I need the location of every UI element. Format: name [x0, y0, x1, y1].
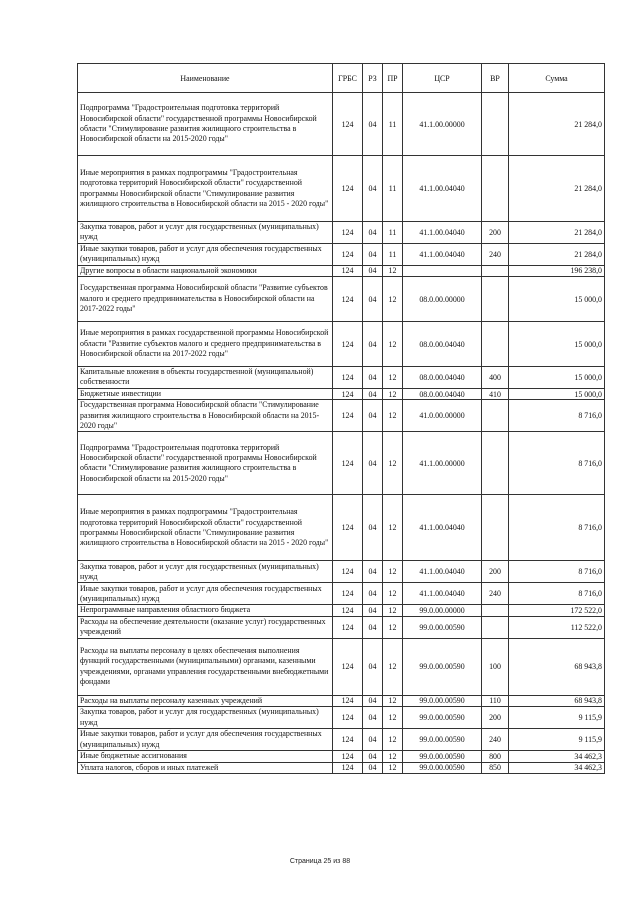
table-row [78, 762, 605, 773]
row-csr: 41.1.00.04040 [403, 222, 482, 244]
row-vr: 240 [482, 729, 509, 751]
row-pr: 11 [383, 93, 403, 156]
row-sum: 15 000,0 [509, 277, 605, 322]
header-pr: ПР [383, 64, 403, 93]
table-row [78, 616, 605, 638]
row-grbs: 124 [333, 561, 363, 583]
row-grbs: 124 [333, 93, 363, 156]
row-grbs: 124 [333, 265, 363, 276]
row-vr: 200 [482, 222, 509, 244]
row-grbs: 124 [333, 762, 363, 773]
row-rz: 04 [363, 400, 383, 432]
row-grbs: 124 [333, 751, 363, 762]
row-csr: 41.0.00.00000 [403, 400, 482, 432]
table-row [78, 388, 605, 399]
row-sum: 21 284,0 [509, 222, 605, 244]
table-row [78, 495, 605, 561]
row-sum: 68 943,8 [509, 638, 605, 695]
row-rz: 04 [363, 93, 383, 156]
table-row [78, 265, 605, 276]
row-sum: 172 522,0 [509, 605, 605, 616]
row-sum: 68 943,8 [509, 695, 605, 706]
table-row [78, 93, 605, 156]
row-rz: 04 [363, 388, 383, 399]
row-csr: 08.0.00.04040 [403, 367, 482, 389]
row-csr: 41.1.00.04040 [403, 243, 482, 265]
table-row [78, 243, 605, 265]
row-rz: 04 [363, 762, 383, 773]
row-name: Другие вопросы в области национальной экономики [78, 265, 333, 276]
row-pr: 11 [383, 156, 403, 222]
row-rz: 04 [363, 695, 383, 706]
row-vr: 800 [482, 751, 509, 762]
row-pr: 12 [383, 388, 403, 399]
table-row [78, 400, 605, 432]
row-sum: 8 716,0 [509, 561, 605, 583]
row-pr: 12 [383, 762, 403, 773]
row-name: Подпрограмма "Градостроительная подготовка территорий Новосибирской области" государственной программы Новосибирской области "Стимулирование развития жилищного строительства в Новосибирской области на 2015-2020 годы" [78, 93, 333, 156]
row-csr: 08.0.00.04040 [403, 388, 482, 399]
row-rz: 04 [363, 583, 383, 605]
table-row [78, 432, 605, 495]
row-pr: 12 [383, 561, 403, 583]
row-rz: 04 [363, 605, 383, 616]
row-name: Расходы на обеспечение деятельности (оказание услуг) государственных учреждений [78, 616, 333, 638]
row-csr: 41.1.00.04040 [403, 583, 482, 605]
table-body [78, 93, 605, 774]
row-rz: 04 [363, 751, 383, 762]
row-vr: 410 [482, 388, 509, 399]
row-name: Расходы на выплаты персоналу казенных учреждений [78, 695, 333, 706]
row-name: Подпрограмма "Градостроительная подготовка территорий Новосибирской области" государственной программы Новосибирской области "Стимулирование развития жилищного строительства в Новосибирской области на 2015-2020 годы" [78, 432, 333, 495]
row-csr: 41.1.00.04040 [403, 156, 482, 222]
row-csr: 99.0.00.00590 [403, 695, 482, 706]
row-grbs: 124 [333, 222, 363, 244]
row-rz: 04 [363, 222, 383, 244]
row-rz: 04 [363, 322, 383, 367]
header-csr: ЦСР [403, 64, 482, 93]
row-pr: 12 [383, 277, 403, 322]
row-sum: 196 238,0 [509, 265, 605, 276]
row-csr [403, 265, 482, 276]
page-footer: Страница 25 из 88 [289, 858, 351, 865]
row-pr: 12 [383, 729, 403, 751]
row-csr: 99.0.00.00000 [403, 605, 482, 616]
row-vr: 110 [482, 695, 509, 706]
row-grbs: 124 [333, 638, 363, 695]
row-vr: 240 [482, 243, 509, 265]
row-rz: 04 [363, 561, 383, 583]
row-rz: 04 [363, 277, 383, 322]
row-csr: 99.0.00.00590 [403, 638, 482, 695]
table-row [78, 695, 605, 706]
row-csr: 41.1.00.04040 [403, 561, 482, 583]
row-pr: 12 [383, 605, 403, 616]
row-vr: 850 [482, 762, 509, 773]
row-csr: 99.0.00.00590 [403, 707, 482, 729]
row-grbs: 124 [333, 322, 363, 367]
row-name: Иные бюджетные ассигнования [78, 751, 333, 762]
row-pr: 12 [383, 707, 403, 729]
table-row [78, 583, 605, 605]
row-csr: 08.0.00.00000 [403, 277, 482, 322]
row-grbs: 124 [333, 243, 363, 265]
row-vr: 200 [482, 707, 509, 729]
row-name: Бюджетные инвестиции [78, 388, 333, 399]
row-rz: 04 [363, 265, 383, 276]
row-grbs: 124 [333, 707, 363, 729]
row-sum: 21 284,0 [509, 93, 605, 156]
row-vr: 200 [482, 561, 509, 583]
row-vr [482, 277, 509, 322]
row-name: Иные мероприятия в рамках государственной программы Новосибирской области "Развитие субъектов малого и среднего предпринимательства в Новосибирской области на 2017-2022 годы" [78, 322, 333, 367]
row-sum: 9 115,9 [509, 729, 605, 751]
row-vr [482, 400, 509, 432]
row-pr: 12 [383, 616, 403, 638]
row-vr [482, 432, 509, 495]
table-row [78, 367, 605, 389]
row-pr: 12 [383, 265, 403, 276]
row-pr: 11 [383, 243, 403, 265]
row-vr: 400 [482, 367, 509, 389]
table-row [78, 638, 605, 695]
row-name: Расходы на выплаты персоналу в целях обеспечения выполнения функций государственными (муниципальными) органами, казенными учреждениями, органами управления государственными внебюджетными фондами [78, 638, 333, 695]
row-rz: 04 [363, 616, 383, 638]
row-csr: 99.0.00.00590 [403, 616, 482, 638]
table-row [78, 751, 605, 762]
header-sum: Сумма [509, 64, 605, 93]
row-vr [482, 156, 509, 222]
row-pr: 12 [383, 322, 403, 367]
row-pr: 12 [383, 751, 403, 762]
row-pr: 12 [383, 638, 403, 695]
row-grbs: 124 [333, 605, 363, 616]
table-row [78, 605, 605, 616]
table-row [78, 707, 605, 729]
row-grbs: 124 [333, 432, 363, 495]
row-pr: 12 [383, 495, 403, 561]
row-name: Закупка товаров, работ и услуг для государственных (муниципальных) нужд [78, 561, 333, 583]
row-csr: 41.1.00.04040 [403, 495, 482, 561]
row-vr [482, 616, 509, 638]
row-csr: 99.0.00.00590 [403, 751, 482, 762]
row-grbs: 124 [333, 616, 363, 638]
table-row [78, 729, 605, 751]
row-rz: 04 [363, 243, 383, 265]
row-sum: 8 716,0 [509, 583, 605, 605]
row-pr: 12 [383, 400, 403, 432]
row-vr [482, 322, 509, 367]
row-name: Иные мероприятия в рамках подпрограммы "Градостроительная подготовка территорий Новосибирской области" государственной программы Новосибирской области "Стимулирование развития жилищного строительства в Новосибирской области на 2015 - 2020 годы" [78, 495, 333, 561]
row-name: Иные закупки товаров, работ и услуг для обеспечения государственных (муниципальных) нужд [78, 243, 333, 265]
header-grbs: ГРБС [333, 64, 363, 93]
row-grbs: 124 [333, 277, 363, 322]
row-sum: 15 000,0 [509, 322, 605, 367]
row-sum: 9 115,9 [509, 707, 605, 729]
row-csr: 08.0.00.04040 [403, 322, 482, 367]
table-header-row [78, 64, 605, 93]
row-pr: 11 [383, 222, 403, 244]
row-grbs: 124 [333, 583, 363, 605]
row-rz: 04 [363, 729, 383, 751]
row-grbs: 124 [333, 388, 363, 399]
row-vr [482, 265, 509, 276]
row-rz: 04 [363, 495, 383, 561]
row-vr: 240 [482, 583, 509, 605]
row-sum: 15 000,0 [509, 388, 605, 399]
row-sum: 21 284,0 [509, 243, 605, 265]
row-sum: 34 462,3 [509, 751, 605, 762]
row-pr: 12 [383, 695, 403, 706]
header-vr: ВР [482, 64, 509, 93]
row-pr: 12 [383, 432, 403, 495]
row-pr: 12 [383, 367, 403, 389]
header-rz: РЗ [363, 64, 383, 93]
row-vr [482, 605, 509, 616]
row-grbs: 124 [333, 495, 363, 561]
row-rz: 04 [363, 156, 383, 222]
table-row [78, 561, 605, 583]
row-grbs: 124 [333, 156, 363, 222]
row-vr [482, 93, 509, 156]
table-row [78, 156, 605, 222]
table-row [78, 322, 605, 367]
row-rz: 04 [363, 432, 383, 495]
row-rz: 04 [363, 638, 383, 695]
row-name: Уплата налогов, сборов и иных платежей [78, 762, 333, 773]
row-csr: 99.0.00.00590 [403, 729, 482, 751]
row-rz: 04 [363, 367, 383, 389]
row-name: Непрограммные направления областного бюджета [78, 605, 333, 616]
row-name: Государственная программа Новосибирской области "Стимулирование развития жилищного строительства в Новосибирской области на 2015-2020 годы" [78, 400, 333, 432]
row-sum: 15 000,0 [509, 367, 605, 389]
row-name: Иные закупки товаров, работ и услуг для обеспечения государственных (муниципальных) нужд [78, 583, 333, 605]
table-row [78, 277, 605, 322]
row-sum: 8 716,0 [509, 400, 605, 432]
row-name: Закупка товаров, работ и услуг для государственных (муниципальных) нужд [78, 222, 333, 244]
row-pr: 12 [383, 583, 403, 605]
row-vr [482, 495, 509, 561]
row-name: Государственная программа Новосибирской области "Развитие субъектов малого и среднего предпринимательства в Новосибирской области на 2017-2022 годы" [78, 277, 333, 322]
row-grbs: 124 [333, 695, 363, 706]
row-name: Закупка товаров, работ и услуг для государственных (муниципальных) нужд [78, 707, 333, 729]
budget-table [77, 63, 605, 774]
header-name: Наименование [78, 64, 333, 93]
row-sum: 21 284,0 [509, 156, 605, 222]
row-name: Иные закупки товаров, работ и услуг для обеспечения государственных (муниципальных) нужд [78, 729, 333, 751]
row-csr: 41.1.00.00000 [403, 93, 482, 156]
row-name: Капитальные вложения в объекты государственной (муниципальной) собственности [78, 367, 333, 389]
row-sum: 8 716,0 [509, 432, 605, 495]
row-vr: 100 [482, 638, 509, 695]
row-sum: 112 522,0 [509, 616, 605, 638]
row-grbs: 124 [333, 729, 363, 751]
table-row [78, 222, 605, 244]
row-rz: 04 [363, 707, 383, 729]
row-csr: 99.0.00.00590 [403, 762, 482, 773]
row-csr: 41.1.00.00000 [403, 432, 482, 495]
row-sum: 34 462,3 [509, 762, 605, 773]
row-grbs: 124 [333, 367, 363, 389]
row-grbs: 124 [333, 400, 363, 432]
row-name: Иные мероприятия в рамках подпрограммы "Градостроительная подготовка территорий Новосибирской области" государственной программы Новосибирской области "Стимулирование развития жилищного строительства в Новосибирской области на 2015 - 2020 годы" [78, 156, 333, 222]
row-sum: 8 716,0 [509, 495, 605, 561]
